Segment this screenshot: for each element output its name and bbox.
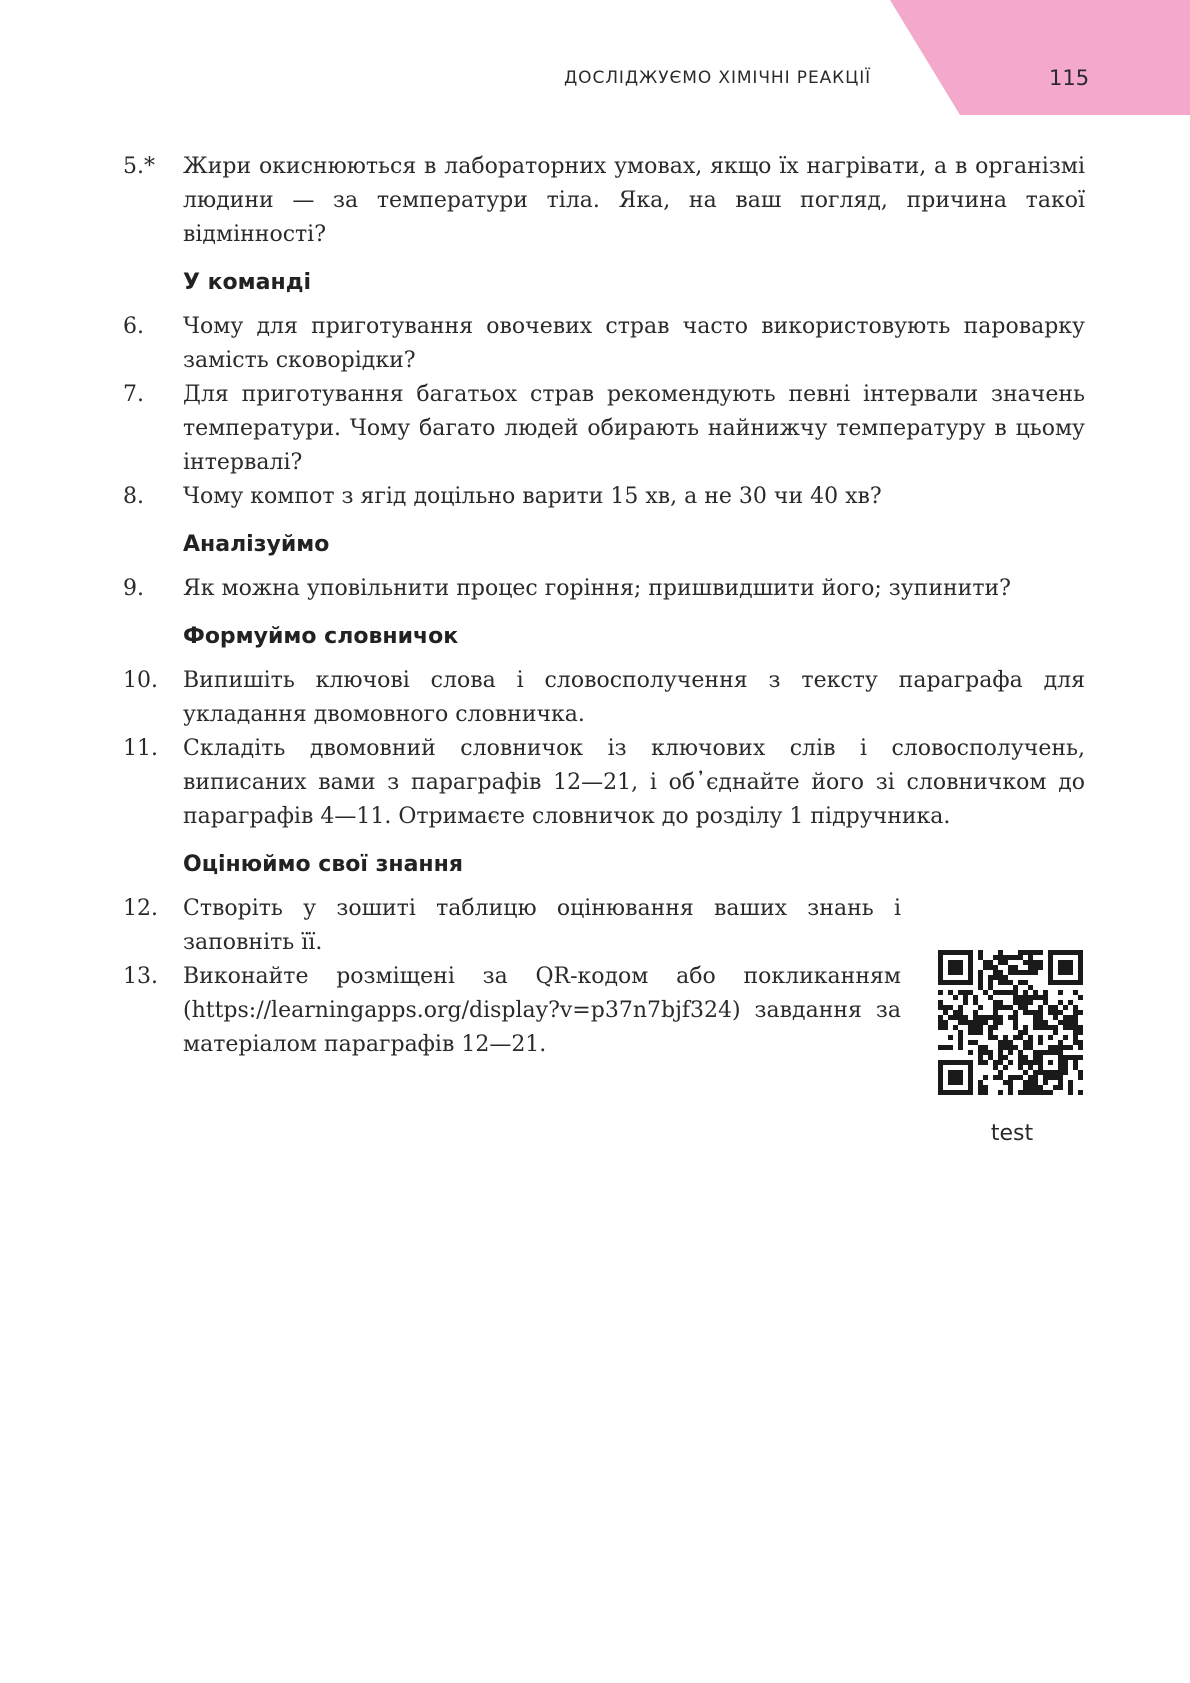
task-number: 13. xyxy=(123,964,158,989)
task-9 xyxy=(123,572,1085,606)
task-text: Жири окиснюються в лабораторних умовах, якщо їх нагрівати, а в організмі людини — за температури тіла. Яка, на ваш погляд, причина такої відмінності? xyxy=(183,154,1085,247)
task-text: Складіть двомовний словничок із ключових слів і словосполучень, виписаних вами з параграфів 12—21, і об᾿єднайте його зі словничком до параграфів 4—11. Отримаєте словничок до розділу 1 підручника. xyxy=(183,736,1085,829)
qr-caption: test xyxy=(990,1121,1034,1146)
task-number: 8. xyxy=(123,484,144,509)
task-number: 11. xyxy=(123,736,158,761)
section-heading-glossary: Формуймо словничок xyxy=(183,624,459,649)
task-text: Чому для приготування овочевих страв часто використовують пароварку замість сковорідки? xyxy=(183,314,1085,373)
task-text: Для приготування багатьох страв рекомендують певні інтервали значень температури. Чому багато людей обирають найнижчу температуру в цьому інтервалі? xyxy=(183,382,1085,475)
task-text: Чому компот з ягід доцільно варити 15 хв, а не 30 чи 40 хв? xyxy=(183,484,882,509)
section-heading-assess: Оцінюймо свої знання xyxy=(183,852,463,877)
task-number: 6. xyxy=(123,314,144,339)
page-content xyxy=(123,150,1085,1062)
section-heading-team: У команді xyxy=(183,270,312,295)
task-7 xyxy=(123,378,1085,480)
task-number: 10. xyxy=(123,668,158,693)
section-heading-analyze: Аналізуймо xyxy=(183,532,330,557)
task-10 xyxy=(123,664,1085,732)
qr-code-icon[interactable] xyxy=(938,950,1083,1095)
task-6 xyxy=(123,310,1085,378)
task-text: Як можна уповільнити процес горіння; пришвидшити його; зупинити? xyxy=(183,576,1011,601)
task-11 xyxy=(123,732,1085,834)
qr-block xyxy=(938,950,1086,1146)
task-number: 5.* xyxy=(123,154,155,179)
task-5 xyxy=(123,150,1085,252)
task-number: 9. xyxy=(123,576,144,601)
task-text: Випишіть ключові слова і словосполучення з тексту параграфа для укладання двомовного словничка. xyxy=(183,668,1085,727)
page-corner-tab xyxy=(890,0,1190,115)
task-number: 7. xyxy=(123,382,144,407)
task-number: 12. xyxy=(123,896,158,921)
task-text: Створіть у зошиті таблицю оцінювання ваших знань і заповніть її. xyxy=(183,896,901,955)
task-8 xyxy=(123,480,1085,514)
task-text: Виконайте розміщені за QR-кодом або покликанням (https://learningapps.org/display?v=p37n7bjf324) завдання за матеріалом параграфів 12—21. xyxy=(183,964,901,1057)
running-title: ДОСЛІДЖУЄМО ХІМІЧНІ РЕАКЦІЇ xyxy=(564,68,872,88)
page-number: 115 xyxy=(1049,66,1090,90)
